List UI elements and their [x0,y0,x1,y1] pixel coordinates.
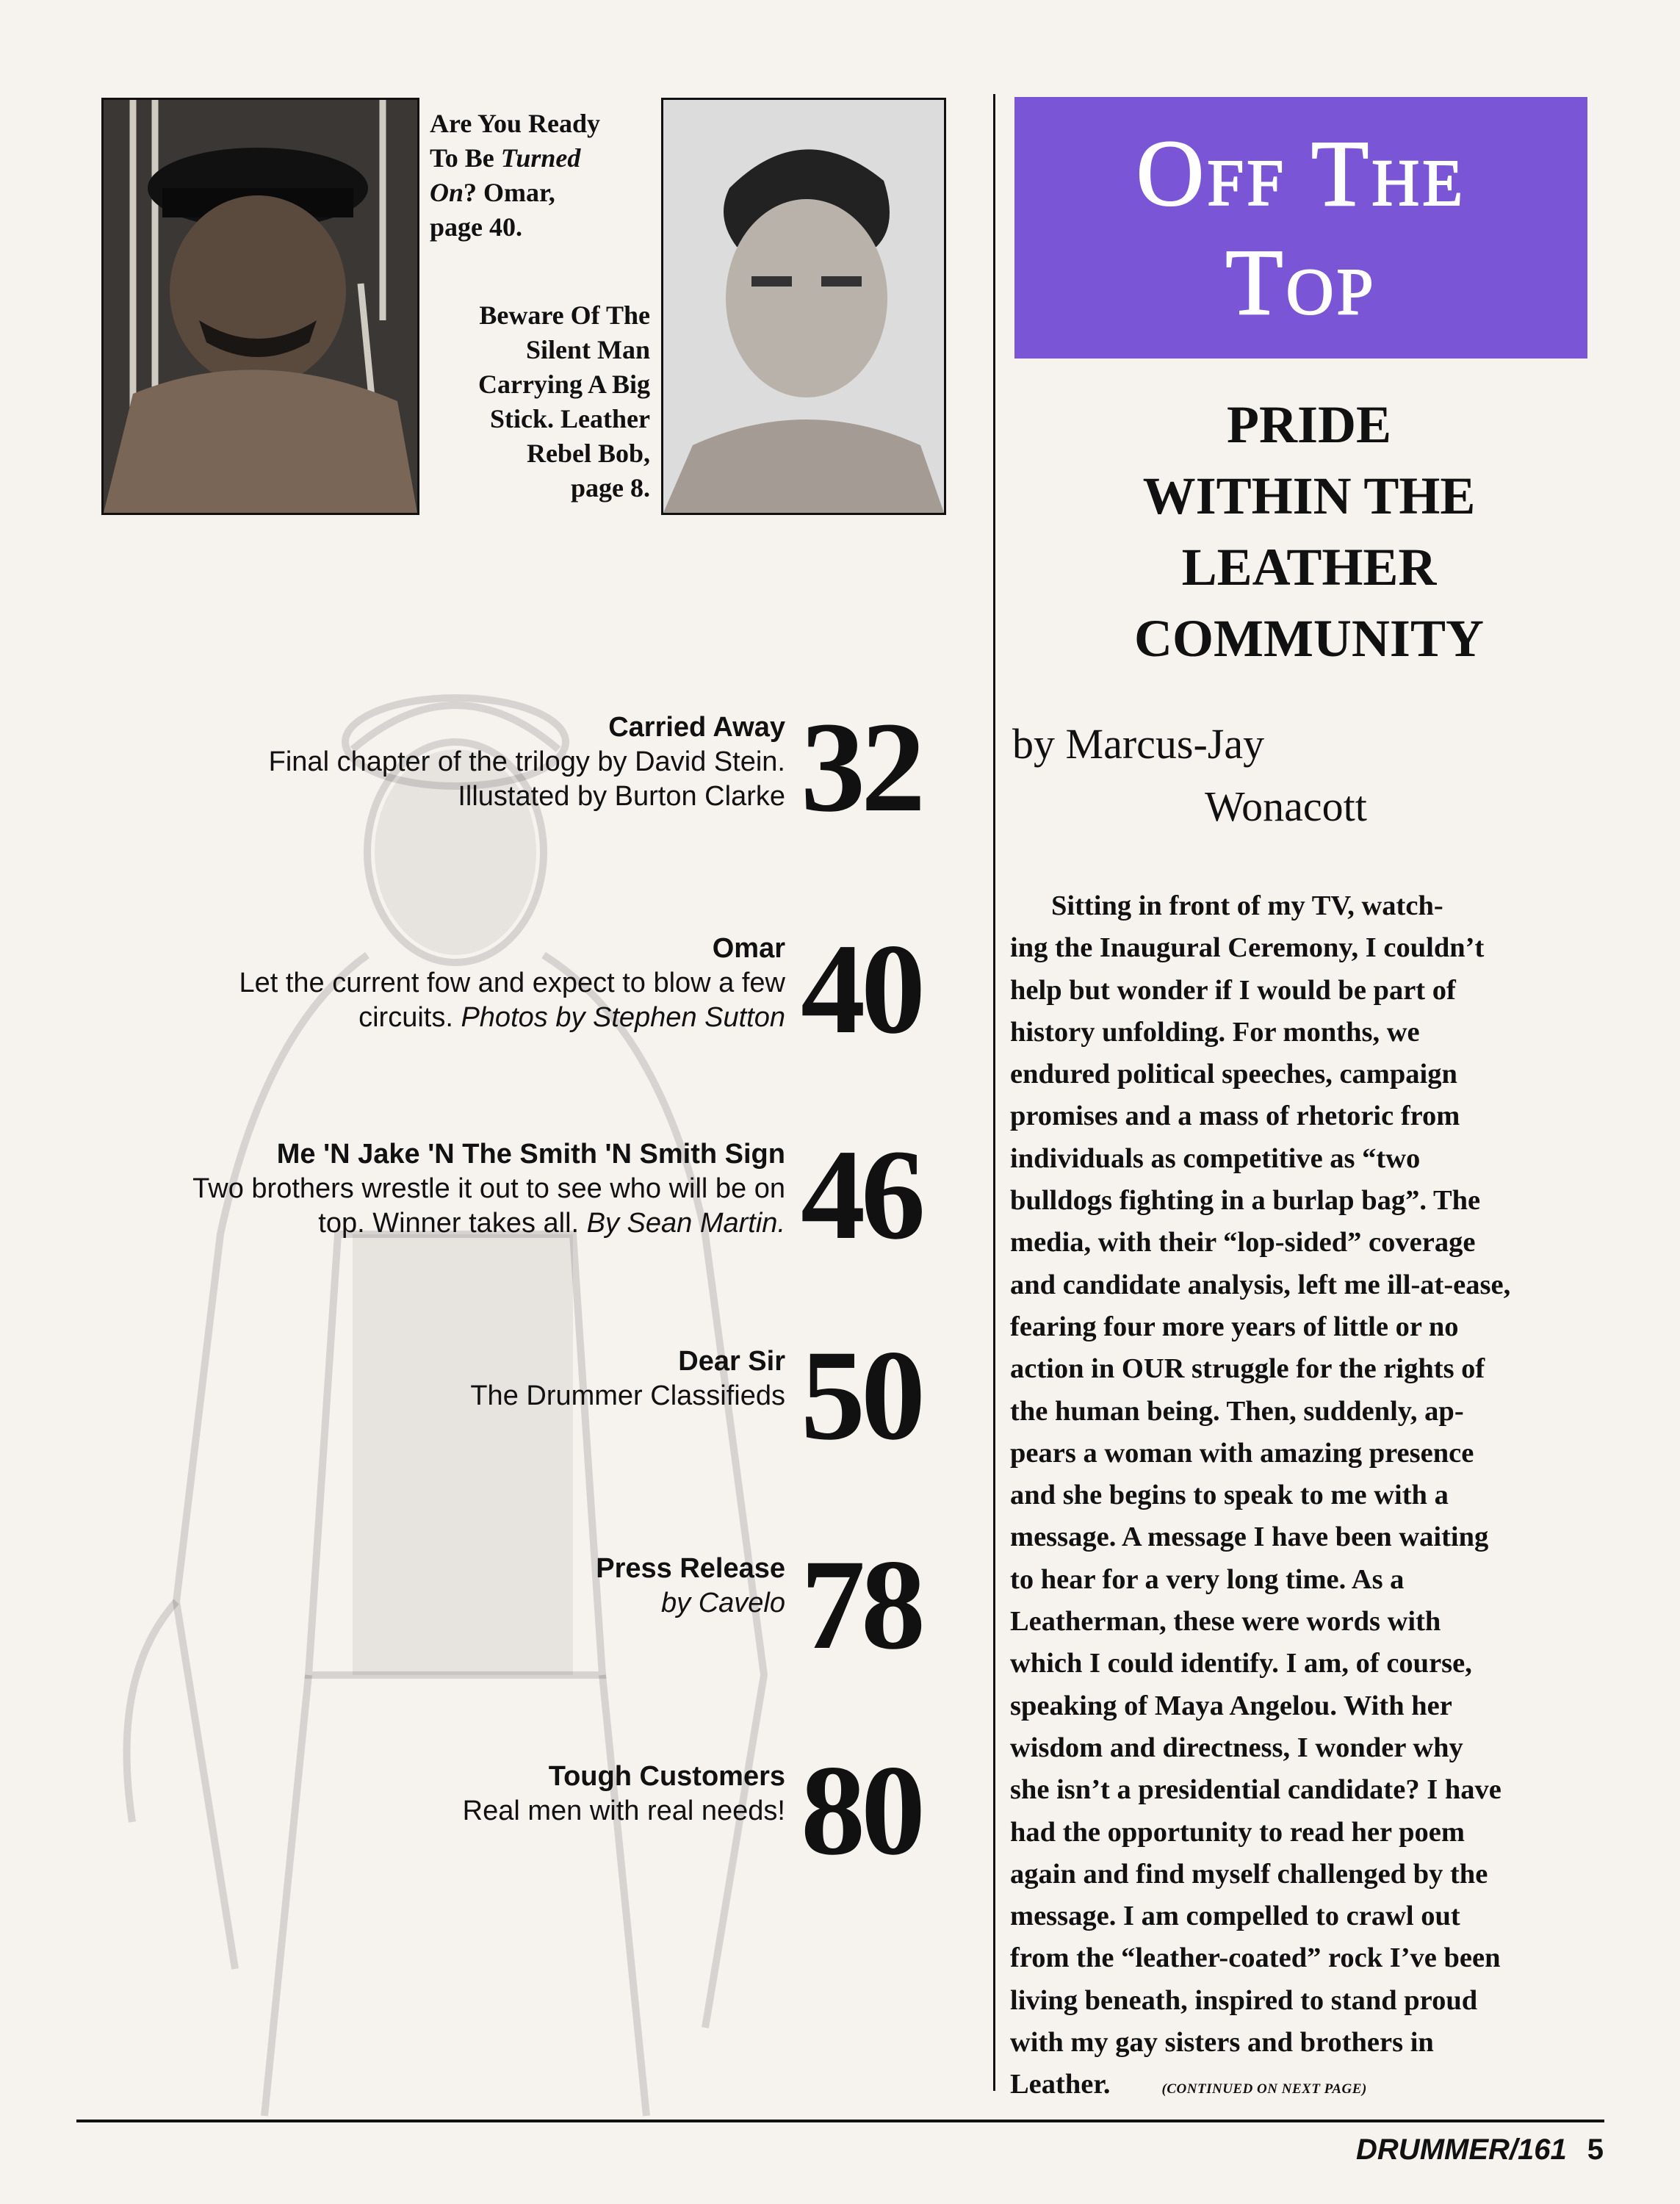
bob-caption-line: Rebel Bob, [526,439,650,468]
toc-title: Press Release [596,1553,785,1584]
body-line: again and find myself challenged by the [1010,1858,1488,1890]
headline-line: WITHIN THE [1142,467,1476,525]
body-line: Leather. (CONTINUED ON NEXT PAGE) [1010,2069,1367,2100]
body-line: from the “leather-coated” rock I’ve been [1010,1942,1501,1974]
toc-desc-line: Illustated by Burton Clarke [458,781,785,812]
body-line: had the opportunity to read her poem [1010,1816,1465,1848]
toc-title: Dear Sir [678,1346,785,1377]
bob-caption-line: page 8. [571,473,650,503]
omar-photo [101,98,419,515]
toc-desc-line: Two brothers wrestle it out to see who will be on [192,1173,785,1204]
body-line: message. I am compelled to crawl out [1010,1901,1460,1932]
footer-rule [76,2120,1604,2122]
body-line: media, with their “lop-sided” coverage [1010,1227,1476,1258]
toc-desc-line: circuits. Photos by Stephen Sutton [358,1002,785,1033]
body-line: speaking of Maya Angelou. With her [1010,1690,1452,1721]
body-line: pears a woman with amazing presence [1010,1437,1474,1469]
body-line: Leatherman, these were words with [1010,1606,1441,1638]
bob-caption-line: Silent Man [525,335,650,364]
body-line: ing the Inaugural Ceremony, I couldn’t [1010,932,1485,964]
body-line: action in OUR struggle for the rights of [1010,1353,1485,1385]
toc-desc-line: top. Winner takes all. By Sean Martin. [318,1208,785,1239]
body-line: and candidate analysis, left me ill-at-ease, [1010,1269,1511,1300]
toc-entry-carried-away[interactable] [269,710,785,814]
body-line: and she begins to speak to me with a [1010,1480,1449,1511]
body-line: living beneath, inspired to stand proud [1010,1984,1478,2016]
toc-desc-line: by Cavelo [661,1588,785,1618]
toc-desc-line: Real men with real needs! [462,1796,785,1826]
toc-entry-dear-sir[interactable] [470,1344,785,1413]
body-line: endured political speeches, campaign [1010,1059,1457,1090]
omar-caption-line: Are You Ready [430,109,600,138]
omar-caption [430,107,600,245]
bob-caption-line: Carrying A Big [477,370,650,399]
byline-first: by Marcus-Jay [1012,720,1265,768]
bob-caption-line: Beware Of The [479,300,650,330]
magazine-issue: DRUMMER/161 [1356,2133,1567,2166]
bob-photo [661,98,946,515]
toc-entry-omar[interactable] [239,932,785,1035]
toc-page-number[interactable]: 50 [801,1324,921,1467]
toc-entry-me-n-jake[interactable] [192,1137,785,1241]
toc-title: Omar [712,933,785,964]
toc-desc-line: Final chapter of the trilogy by David Stein. [268,746,785,777]
omar-caption-line: To Be Turned [430,143,581,173]
headline-line: PRIDE [1226,395,1391,454]
toc-title: Me 'N Jake 'N The Smith 'N Smith Sign [276,1139,785,1170]
section-header [1014,97,1587,359]
toc-title: Carried Away [608,712,785,743]
body-line: Sitting in front of my TV, watch- [1051,890,1443,921]
body-line: fearing four more years of little or no [1010,1311,1459,1342]
page-number: 5 [1587,2133,1604,2166]
byline-second: Wonacott [1205,782,1367,830]
toc-entry-press-release[interactable] [596,1552,785,1621]
body-line: history unfolding. For months, we [1010,1016,1420,1048]
body-line: bulldogs fighting in a burlap bag”. The [1010,1185,1481,1217]
toc-title: Tough Customers [548,1761,785,1792]
omar-caption-line: On? Omar, [430,178,555,207]
article-body [1010,885,1579,2111]
toc-entry-tough-customers[interactable] [463,1760,785,1829]
toc-desc-line: Let the current fow and expect to blow a few [239,968,785,998]
page-footer [1356,2133,1604,2167]
body-line: with my gay sisters and brothers in [1010,2027,1434,2059]
body-line: to hear for a very long time. As a [1010,1563,1405,1595]
toc-page-number[interactable]: 32 [801,696,921,839]
body-line: individuals as competitive as “two [1010,1142,1421,1174]
toc-desc-line: The Drummer Classifieds [470,1380,785,1411]
toc-page-number[interactable]: 46 [801,1123,921,1267]
continued-note: (CONTINUED ON NEXT PAGE) [1161,2081,1367,2097]
article-headline [993,389,1625,674]
headline-line: LEATHER [1181,538,1437,597]
body-line: help but wonder if I would be part of [1010,974,1456,1006]
toc-page-number[interactable]: 40 [801,918,921,1061]
body-line: wisdom and directness, I wonder why [1010,1732,1463,1763]
body-line: she isn’t a presidential candidate? I have [1010,1774,1501,1806]
body-line: promises and a mass of rhetoric from [1010,1101,1460,1132]
bob-caption-line: Stick. Leather [490,404,650,433]
toc-page-number[interactable]: 78 [801,1533,921,1677]
section-header-line-1: Off The [1136,121,1466,226]
omar-photo-image [104,100,417,513]
body-line: message. A message I have been waiting [1010,1521,1489,1553]
omar-caption-line: page 40. [430,212,522,242]
body-line: which I could identify. I am, of course, [1010,1648,1472,1679]
body-line: the human being. Then, suddenly, ap- [1010,1395,1464,1427]
headline-line: COMMUNITY [1134,609,1484,668]
bob-caption [478,298,650,505]
bob-photo-image [663,100,944,513]
section-header-line-2: Top [1225,230,1377,334]
toc-page-number[interactable]: 80 [801,1739,921,1882]
